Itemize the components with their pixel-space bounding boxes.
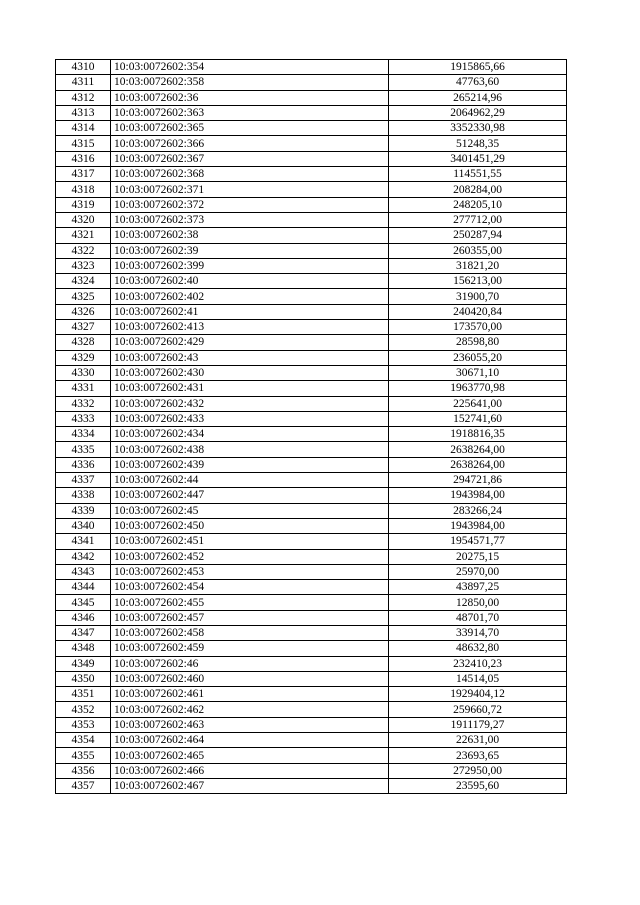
row-number-cell: 4326 [56, 304, 111, 319]
value-cell: 20275,15 [389, 549, 567, 564]
cadastral-value-table [55, 59, 567, 794]
value-cell: 31821,20 [389, 258, 567, 273]
cadastral-number-cell: 10:03:0072602:358 [111, 75, 389, 90]
table-row [56, 610, 567, 625]
table-row [56, 503, 567, 518]
value-cell: 30671,10 [389, 365, 567, 380]
row-number-cell: 4351 [56, 687, 111, 702]
table-body [56, 60, 567, 794]
cadastral-number-cell: 10:03:0072602:457 [111, 610, 389, 625]
row-number-cell: 4353 [56, 717, 111, 732]
value-cell: 1915865,66 [389, 60, 567, 75]
row-number-cell: 4331 [56, 381, 111, 396]
table-row [56, 442, 567, 457]
table-row [56, 580, 567, 595]
row-number-cell: 4322 [56, 243, 111, 258]
table-row [56, 304, 567, 319]
row-number-cell: 4319 [56, 197, 111, 212]
cadastral-number-cell: 10:03:0072602:450 [111, 518, 389, 533]
cadastral-number-cell: 10:03:0072602:452 [111, 549, 389, 564]
cadastral-number-cell: 10:03:0072602:402 [111, 289, 389, 304]
value-cell: 1911179,27 [389, 717, 567, 732]
value-cell: 1943984,00 [389, 488, 567, 503]
value-cell: 1918816,35 [389, 427, 567, 442]
cadastral-number-cell: 10:03:0072602:454 [111, 580, 389, 595]
table-row [56, 289, 567, 304]
table-row [56, 212, 567, 227]
table-row [56, 136, 567, 151]
cadastral-number-cell: 10:03:0072602:433 [111, 411, 389, 426]
row-number-cell: 4345 [56, 595, 111, 610]
cadastral-number-cell: 10:03:0072602:44 [111, 473, 389, 488]
table-row [56, 396, 567, 411]
value-cell: 265214,96 [389, 90, 567, 105]
row-number-cell: 4347 [56, 625, 111, 640]
cadastral-number-cell: 10:03:0072602:465 [111, 748, 389, 763]
value-cell: 33914,70 [389, 625, 567, 640]
cadastral-number-cell: 10:03:0072602:363 [111, 105, 389, 120]
table-row [56, 335, 567, 350]
row-number-cell: 4346 [56, 610, 111, 625]
value-cell: 23693,65 [389, 748, 567, 763]
value-cell: 22631,00 [389, 733, 567, 748]
row-number-cell: 4327 [56, 320, 111, 335]
table-row [56, 411, 567, 426]
cadastral-number-cell: 10:03:0072602:365 [111, 121, 389, 136]
value-cell: 1963770,98 [389, 381, 567, 396]
value-cell: 23595,60 [389, 778, 567, 793]
row-number-cell: 4329 [56, 350, 111, 365]
cadastral-number-cell: 10:03:0072602:463 [111, 717, 389, 732]
row-number-cell: 4315 [56, 136, 111, 151]
table-row [56, 656, 567, 671]
cadastral-number-cell: 10:03:0072602:453 [111, 564, 389, 579]
row-number-cell: 4355 [56, 748, 111, 763]
table-row [56, 365, 567, 380]
table-row [56, 625, 567, 640]
value-cell: 2064962,29 [389, 105, 567, 120]
row-number-cell: 4354 [56, 733, 111, 748]
table-row [56, 717, 567, 732]
value-cell: 51248,35 [389, 136, 567, 151]
table-row [56, 197, 567, 212]
row-number-cell: 4356 [56, 763, 111, 778]
value-cell: 48701,70 [389, 610, 567, 625]
value-cell: 250287,94 [389, 228, 567, 243]
table-row [56, 90, 567, 105]
row-number-cell: 4357 [56, 778, 111, 793]
row-number-cell: 4316 [56, 151, 111, 166]
row-number-cell: 4330 [56, 365, 111, 380]
row-number-cell: 4313 [56, 105, 111, 120]
cadastral-number-cell: 10:03:0072602:373 [111, 212, 389, 227]
value-cell: 283266,24 [389, 503, 567, 518]
value-cell: 225641,00 [389, 396, 567, 411]
row-number-cell: 4339 [56, 503, 111, 518]
value-cell: 1954571,77 [389, 534, 567, 549]
value-cell: 31900,70 [389, 289, 567, 304]
value-cell: 43897,25 [389, 580, 567, 595]
cadastral-number-cell: 10:03:0072602:36 [111, 90, 389, 105]
table-row [56, 182, 567, 197]
row-number-cell: 4344 [56, 580, 111, 595]
row-number-cell: 4325 [56, 289, 111, 304]
row-number-cell: 4311 [56, 75, 111, 90]
cadastral-number-cell: 10:03:0072602:434 [111, 427, 389, 442]
cadastral-number-cell: 10:03:0072602:430 [111, 365, 389, 380]
table-row [56, 258, 567, 273]
cadastral-number-cell: 10:03:0072602:431 [111, 381, 389, 396]
value-cell: 14514,05 [389, 671, 567, 686]
table-row [56, 778, 567, 793]
table-row [56, 381, 567, 396]
row-number-cell: 4343 [56, 564, 111, 579]
table-row [56, 564, 567, 579]
table-row [56, 75, 567, 90]
table-row [56, 60, 567, 75]
row-number-cell: 4342 [56, 549, 111, 564]
cadastral-number-cell: 10:03:0072602:461 [111, 687, 389, 702]
cadastral-number-cell: 10:03:0072602:429 [111, 335, 389, 350]
value-cell: 3352330,98 [389, 121, 567, 136]
table-row [56, 641, 567, 656]
value-cell: 208284,00 [389, 182, 567, 197]
value-cell: 272950,00 [389, 763, 567, 778]
cadastral-number-cell: 10:03:0072602:460 [111, 671, 389, 686]
value-cell: 277712,00 [389, 212, 567, 227]
cadastral-number-cell: 10:03:0072602:366 [111, 136, 389, 151]
table-row [56, 702, 567, 717]
table-row [56, 320, 567, 335]
table-row [56, 763, 567, 778]
row-number-cell: 4321 [56, 228, 111, 243]
cadastral-number-cell: 10:03:0072602:455 [111, 595, 389, 610]
table-row [56, 518, 567, 533]
cadastral-number-cell: 10:03:0072602:458 [111, 625, 389, 640]
table-row [56, 457, 567, 472]
row-number-cell: 4350 [56, 671, 111, 686]
table-row [56, 595, 567, 610]
row-number-cell: 4323 [56, 258, 111, 273]
cadastral-number-cell: 10:03:0072602:467 [111, 778, 389, 793]
row-number-cell: 4348 [56, 641, 111, 656]
row-number-cell: 4314 [56, 121, 111, 136]
cadastral-number-cell: 10:03:0072602:432 [111, 396, 389, 411]
cadastral-number-cell: 10:03:0072602:38 [111, 228, 389, 243]
row-number-cell: 4310 [56, 60, 111, 75]
row-number-cell: 4317 [56, 167, 111, 182]
cadastral-number-cell: 10:03:0072602:43 [111, 350, 389, 365]
cadastral-number-cell: 10:03:0072602:367 [111, 151, 389, 166]
row-number-cell: 4341 [56, 534, 111, 549]
cadastral-number-cell: 10:03:0072602:399 [111, 258, 389, 273]
table-row [56, 549, 567, 564]
table-row [56, 671, 567, 686]
table-row [56, 228, 567, 243]
row-number-cell: 4334 [56, 427, 111, 442]
cadastral-number-cell: 10:03:0072602:462 [111, 702, 389, 717]
value-cell: 232410,23 [389, 656, 567, 671]
row-number-cell: 4333 [56, 411, 111, 426]
value-cell: 156213,00 [389, 274, 567, 289]
table-row [56, 534, 567, 549]
value-cell: 2638264,00 [389, 457, 567, 472]
row-number-cell: 4335 [56, 442, 111, 457]
cadastral-number-cell: 10:03:0072602:464 [111, 733, 389, 748]
cadastral-number-cell: 10:03:0072602:46 [111, 656, 389, 671]
value-cell: 260355,00 [389, 243, 567, 258]
cadastral-number-cell: 10:03:0072602:39 [111, 243, 389, 258]
table-row [56, 733, 567, 748]
value-cell: 240420,84 [389, 304, 567, 319]
cadastral-number-cell: 10:03:0072602:439 [111, 457, 389, 472]
table-row [56, 427, 567, 442]
value-cell: 152741,60 [389, 411, 567, 426]
table-row [56, 350, 567, 365]
cadastral-number-cell: 10:03:0072602:447 [111, 488, 389, 503]
table-row [56, 473, 567, 488]
row-number-cell: 4340 [56, 518, 111, 533]
value-cell: 1943984,00 [389, 518, 567, 533]
row-number-cell: 4312 [56, 90, 111, 105]
cadastral-number-cell: 10:03:0072602:354 [111, 60, 389, 75]
value-cell: 2638264,00 [389, 442, 567, 457]
row-number-cell: 4332 [56, 396, 111, 411]
cadastral-number-cell: 10:03:0072602:413 [111, 320, 389, 335]
value-cell: 248205,10 [389, 197, 567, 212]
table-row [56, 243, 567, 258]
value-cell: 12850,00 [389, 595, 567, 610]
value-cell: 294721,86 [389, 473, 567, 488]
value-cell: 173570,00 [389, 320, 567, 335]
table-row [56, 748, 567, 763]
cadastral-number-cell: 10:03:0072602:451 [111, 534, 389, 549]
table-row [56, 488, 567, 503]
row-number-cell: 4324 [56, 274, 111, 289]
cadastral-number-cell: 10:03:0072602:466 [111, 763, 389, 778]
cadastral-number-cell: 10:03:0072602:45 [111, 503, 389, 518]
cadastral-number-cell: 10:03:0072602:438 [111, 442, 389, 457]
value-cell: 47763,60 [389, 75, 567, 90]
value-cell: 25970,00 [389, 564, 567, 579]
value-cell: 236055,20 [389, 350, 567, 365]
value-cell: 48632,80 [389, 641, 567, 656]
table-row [56, 167, 567, 182]
cadastral-number-cell: 10:03:0072602:372 [111, 197, 389, 212]
row-number-cell: 4337 [56, 473, 111, 488]
value-cell: 114551,55 [389, 167, 567, 182]
cadastral-number-cell: 10:03:0072602:41 [111, 304, 389, 319]
row-number-cell: 4336 [56, 457, 111, 472]
cadastral-number-cell: 10:03:0072602:459 [111, 641, 389, 656]
table-row [56, 105, 567, 120]
table-row [56, 687, 567, 702]
table-row [56, 151, 567, 166]
row-number-cell: 4338 [56, 488, 111, 503]
table-row [56, 121, 567, 136]
row-number-cell: 4349 [56, 656, 111, 671]
row-number-cell: 4318 [56, 182, 111, 197]
table-row [56, 274, 567, 289]
row-number-cell: 4320 [56, 212, 111, 227]
row-number-cell: 4352 [56, 702, 111, 717]
cadastral-number-cell: 10:03:0072602:371 [111, 182, 389, 197]
value-cell: 3401451,29 [389, 151, 567, 166]
value-cell: 28598,80 [389, 335, 567, 350]
row-number-cell: 4328 [56, 335, 111, 350]
value-cell: 259660,72 [389, 702, 567, 717]
cadastral-number-cell: 10:03:0072602:368 [111, 167, 389, 182]
cadastral-number-cell: 10:03:0072602:40 [111, 274, 389, 289]
value-cell: 1929404,12 [389, 687, 567, 702]
